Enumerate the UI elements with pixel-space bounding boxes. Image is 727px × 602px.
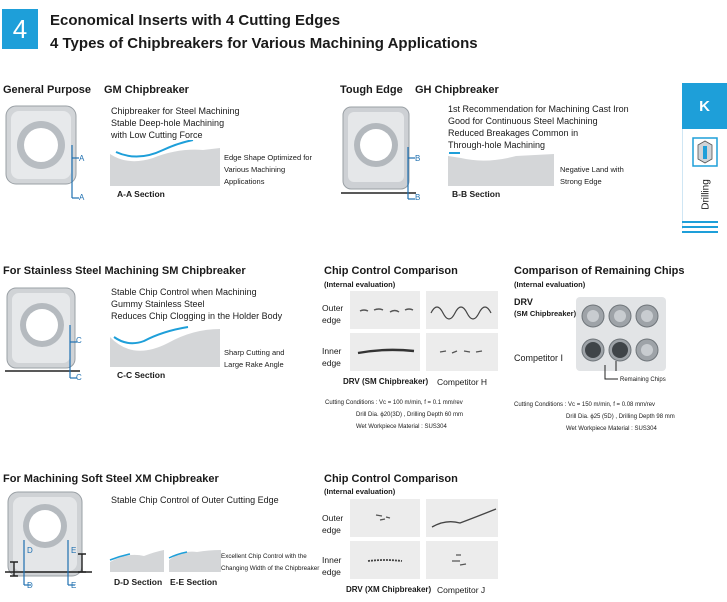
gh-edge-note-1: Negative Land with <box>560 165 624 174</box>
xm-section-e-label: E-E Section <box>170 577 218 587</box>
xm-cut-e-top: E <box>71 546 77 555</box>
sm-desc-3: Reduces Chip Clogging in the Holder Body <box>111 311 283 321</box>
remain-subtitle: (Internal evaluation) <box>514 280 586 289</box>
sm-insert-image <box>2 285 97 385</box>
chip2-title: Chip Control Comparison <box>324 473 458 485</box>
gm-cut-label-bottom: A <box>79 193 85 202</box>
gm-section-label: A-A Section <box>117 189 165 199</box>
xm-cut-d-top: D <box>27 546 33 555</box>
xm-section-e-shape <box>167 548 223 574</box>
xm-cut-e-bottom: E <box>71 581 77 590</box>
chip1-photo-competitor-outer <box>426 291 498 329</box>
side-tab-panel <box>682 129 727 229</box>
chip2-photo-competitor-inner <box>426 541 498 579</box>
remain-drv-label: DRV <box>514 297 533 307</box>
gm-edge-note-1: Edge Shape Optimized for <box>224 153 312 162</box>
gh-title: Tough Edge <box>340 84 403 96</box>
sm-desc-1: Stable Chip Control when Machining <box>111 287 257 297</box>
xm-insert-image <box>2 490 97 590</box>
sm-edge-note-1: Sharp Cutting and <box>224 348 285 357</box>
xm-edge-note-2: Changing Width of the Chipbreaker <box>221 565 320 572</box>
chip1-conditions-2: Drill Dia. ϕ20(3D) , Drilling Depth 60 mm <box>356 412 464 418</box>
chip2-photo-drv-outer <box>350 499 420 537</box>
chip2-inner-label-1: Inner <box>322 555 342 565</box>
remain-drv-sublabel: (SM Chipbreaker) <box>514 309 577 318</box>
sm-cut-label-bottom: C <box>76 373 82 382</box>
gh-section-label: B-B Section <box>452 189 501 199</box>
chip1-photo-drv-inner <box>350 333 420 371</box>
chip1-outer-label-1: Outer <box>322 303 344 313</box>
chip1-outer-label-2: edge <box>322 315 341 325</box>
chip2-photo-competitor-outer <box>426 499 498 537</box>
gh-edge-note-2: Strong Edge <box>560 177 602 186</box>
chip1-col-drv: DRV (SM Chipbreaker) <box>343 377 429 386</box>
chip1-photo-competitor-inner <box>426 333 498 371</box>
gm-desc-3: with Low Cutting Force <box>111 130 203 140</box>
xm-section-d-label: D-D Section <box>114 577 163 587</box>
xm-title: For Machining Soft Steel XM Chipbreaker <box>3 473 219 485</box>
remain-note-leader <box>600 365 620 383</box>
gm-edge-note-3: Applications <box>224 177 265 186</box>
chip1-conditions-1: Cutting Conditions : Vc = 100 m/min, f = 0.1 mm/rev <box>325 400 463 406</box>
drill-icon <box>692 137 718 167</box>
gm-insert-image <box>2 103 97 203</box>
remain-competitor-label: Competitor I <box>514 353 564 363</box>
xm-section-d-shape <box>108 548 166 574</box>
xm-cut-d-bottom: D <box>27 581 33 590</box>
section-number-badge <box>2 9 38 49</box>
chip2-col-drv: DRV (XM Chipbreaker) <box>346 585 432 594</box>
header-title-1: Economical Inserts with 4 Cutting Edges <box>50 12 341 29</box>
gm-edge-note-2: Various Machining <box>224 165 286 174</box>
remain-conditions-1: Cutting Conditions : Vc = 150 m/min, f = 0.08 mm/rev <box>514 402 656 408</box>
sm-title: For Stainless Steel Machining SM Chipbreaker <box>3 265 246 277</box>
xm-desc-1: Stable Chip Control of Outer Cutting Edge <box>111 495 279 505</box>
remain-conditions-2: Drill Dia. ϕ25 (5D) , Drilling Depth 98 mm <box>566 414 675 420</box>
gh-desc-2: Good for Continuous Steel Machining <box>448 116 598 126</box>
gm-desc-2: Stable Deep-hole Machining <box>111 118 225 128</box>
gm-cut-label-top: A <box>79 154 85 163</box>
sm-section-shape <box>108 323 223 369</box>
side-tab-letter[interactable] <box>682 83 727 129</box>
side-tab-rule-3 <box>682 231 718 233</box>
gh-desc-4: Through-hole Machining <box>448 140 546 150</box>
chip2-col-competitor: Competitor J <box>437 585 486 595</box>
section-number: 4 <box>12 13 28 44</box>
chip1-title: Chip Control Comparison <box>324 265 458 277</box>
chip1-conditions-3: Wet Workpiece Material : SUS304 <box>356 424 447 430</box>
chip1-photo-drv-outer <box>350 291 420 329</box>
gh-desc-3: Reduced Breakages Common in <box>448 128 579 138</box>
gh-desc-1: 1st Recommendation for Machining Cast Iron <box>448 104 629 114</box>
sm-cut-label-top: C <box>76 336 82 345</box>
side-tab-label: Drilling <box>700 179 712 210</box>
remain-conditions-3: Wet Workpiece Material : SUS304 <box>566 426 657 432</box>
sm-edge-note-2: Large Rake Angle <box>224 360 284 369</box>
gm-desc-1: Chipbreaker for Steel Machining <box>111 106 240 116</box>
chip1-col-competitor: Competitor H <box>437 377 488 387</box>
chip2-subtitle: (Internal evaluation) <box>324 487 396 496</box>
remain-note: Remaining Chips <box>620 377 666 383</box>
remain-title: Comparison of Remaining Chips <box>514 265 685 277</box>
side-tab-rule-2 <box>682 226 718 228</box>
gh-insert-image <box>338 103 433 203</box>
xm-edge-note-1: Excellent Chip Control with the <box>221 553 307 560</box>
gm-section-shape <box>108 140 223 188</box>
chip2-outer-label-2: edge <box>322 525 341 535</box>
header-title-2: 4 Types of Chipbreakers for Various Machining Applications <box>50 35 478 52</box>
gh-cut-label-bottom: B <box>415 193 421 202</box>
gm-title: General Purpose <box>3 84 92 96</box>
gm-subtitle: GM Chipbreaker <box>104 84 189 96</box>
chip2-inner-label-2: edge <box>322 567 341 577</box>
gh-subtitle: GH Chipbreaker <box>415 84 499 96</box>
side-tab-rule-1 <box>682 221 718 223</box>
gh-cut-label-top: B <box>415 154 421 163</box>
chip2-outer-label-1: Outer <box>322 513 344 523</box>
chip1-inner-label-2: edge <box>322 358 341 368</box>
sm-desc-2: Gummy Stainless Steel <box>111 299 205 309</box>
gh-section-shape <box>446 148 556 188</box>
side-tab-letter-text: K <box>699 97 710 115</box>
remain-chips-photo <box>576 297 666 371</box>
chip1-subtitle: (Internal evaluation) <box>324 280 396 289</box>
sm-section-label: C-C Section <box>117 370 166 380</box>
chip1-inner-label-1: Inner <box>322 346 342 356</box>
chip2-photo-drv-inner <box>350 541 420 579</box>
